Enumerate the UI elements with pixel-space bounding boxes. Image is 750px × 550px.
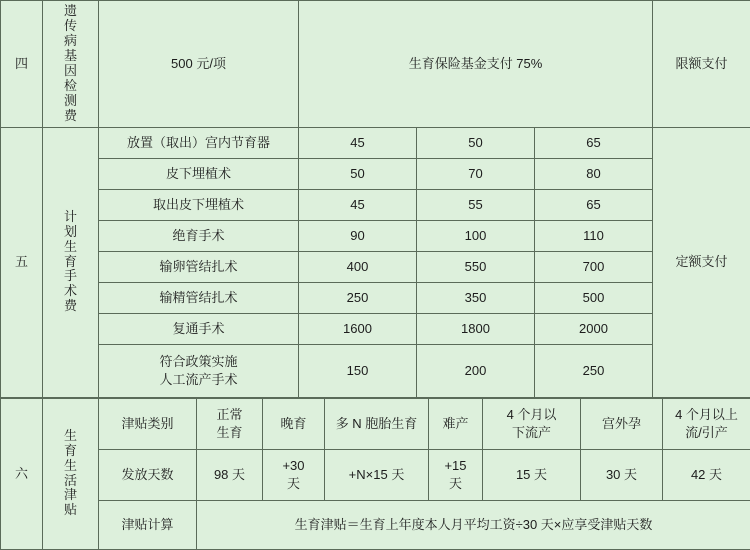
subsidy-calc-label: 津贴计算 [99,500,197,549]
subsidy-type-1: 晚育 [263,398,325,449]
row-category-6-text: 生育生活津贴 [64,429,77,519]
sub-item-v3: 2000 [535,313,653,344]
subsidy-days-3-line1: +15 [431,457,480,475]
subsidy-days-3 [429,449,483,500]
table-row [1,251,750,282]
sub-item-v2: 100 [417,220,535,251]
sub-item-v1: 45 [299,189,417,220]
sub-item-v3: 65 [535,127,653,158]
sub-item-name [99,344,299,397]
row-index-5: 五 [1,127,43,397]
sub-item-v1: 1600 [299,313,417,344]
table-row [1,344,750,397]
sub-item-v2: 350 [417,282,535,313]
subsidy-type-0-line2: 生育 [199,424,260,442]
row-category-6 [43,398,99,549]
sub-item-name: 绝育手术 [99,220,299,251]
row-4-item: 500 元/项 [99,1,299,128]
table-row [1,127,750,158]
sub-item-v1: 90 [299,220,417,251]
table-row [1,1,750,128]
sub-item-v2: 550 [417,251,535,282]
subsidy-days-0: 98 天 [197,449,263,500]
subsidy-days-1-line2: 天 [265,475,322,493]
row-category-5-text: 计划生育手术费 [64,210,77,315]
sub-item-name: 输精管结扎术 [99,282,299,313]
sub-item-v3: 250 [535,344,653,397]
table-row [1,158,750,189]
table-row [1,220,750,251]
subsidy-type-0-line1: 正常 [199,406,260,424]
subsidy-days-3-line2: 天 [431,475,480,493]
sub-item-v1: 45 [299,127,417,158]
subsidy-days-label: 发放天数 [99,449,197,500]
sub-item-name: 放置（取出）宫内节育器 [99,127,299,158]
subsidy-calc-formula: 生育津贴＝生育上年度本人月平均工资÷30 天×应享受津贴天数 [197,500,750,549]
subsidy-days-5: 30 天 [581,449,663,500]
sub-item-name: 输卵管结扎术 [99,251,299,282]
sub-item-v3: 80 [535,158,653,189]
sub-item-v2: 55 [417,189,535,220]
sub-item-v2: 50 [417,127,535,158]
sub-item-name: 取出皮下埋植术 [99,189,299,220]
sub-item-name-line1: 符合政策实施 [101,353,296,371]
table-row [1,500,750,549]
table-row [1,449,750,500]
subsidy-days-2: +N×15 天 [325,449,429,500]
sub-item-v1: 250 [299,282,417,313]
subsidy-type-4 [483,398,581,449]
subsidy-type-4-line2: 下流产 [485,424,578,442]
table-row [1,313,750,344]
sub-item-v3: 65 [535,189,653,220]
row-category-5 [43,127,99,397]
subsidy-type-6-line2: 流/引产 [665,424,748,442]
table-row [1,398,750,449]
row-index-4: 四 [1,1,43,128]
sub-item-v1: 50 [299,158,417,189]
table-row [1,189,750,220]
sub-item-v2: 70 [417,158,535,189]
row-category-4 [43,1,99,128]
sub-item-name: 复通手术 [99,313,299,344]
subsidy-type-4-line1: 4 个月以 [485,406,578,424]
subsidy-days-1 [263,449,325,500]
sub-item-v3: 110 [535,220,653,251]
subsidy-type-label: 津贴类别 [99,398,197,449]
row-4-pay-type: 限额支付 [653,1,750,128]
subsidy-type-0 [197,398,263,449]
sub-item-v2: 200 [417,344,535,397]
subsidy-days-6: 42 天 [663,449,750,500]
subsidy-table [0,398,750,550]
sub-item-v1: 150 [299,344,417,397]
subsidy-type-6-line1: 4 个月以上 [665,406,748,424]
table-row [1,282,750,313]
sub-item-name: 皮下埋植术 [99,158,299,189]
sub-item-v3: 500 [535,282,653,313]
subsidy-type-6 [663,398,750,449]
subsidy-type-2: 多 N 胞胎生育 [325,398,429,449]
sub-item-v3: 700 [535,251,653,282]
sub-item-v2: 1800 [417,313,535,344]
sub-item-v1: 400 [299,251,417,282]
row-category-4-text: 遗传病基因检测费 [64,4,77,124]
sub-item-name-line2: 人工流产手术 [101,371,296,389]
subsidy-days-4: 15 天 [483,449,581,500]
subsidy-type-5: 宫外孕 [581,398,663,449]
row-index-6: 六 [1,398,43,549]
row-4-value: 生育保险基金支付 75% [299,1,653,128]
row-5-pay-type: 定额支付 [653,127,750,397]
subsidy-days-1-line1: +30 [265,457,322,475]
subsidy-type-3: 难产 [429,398,483,449]
